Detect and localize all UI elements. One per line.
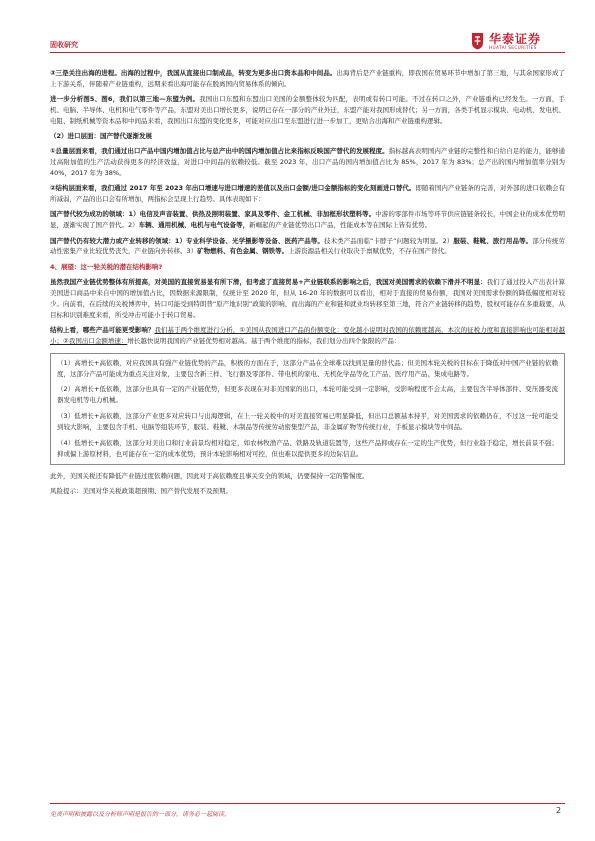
report-category: 固收研究 bbox=[50, 41, 78, 49]
body-text: 我们了通过投入产出表计算美国进口商品中来自中国的增加值占比，因数据来源限制，仅统计至 2020 年，但从 16-20 年的数据可以看出，相对于直接的贸易份额，我国对美国需求份额的降低幅度相对较少。向前看，在后续的关税博弈中，转口可能受到特朗普“原产地识别”政策的影响，而出海的产业和链和就业均转移至第三地，符合产业链转移的趋势，股权可能存在多重载要，从目标和识别难度来看，所受冲击可能小于转口贸易。 bbox=[50, 277, 566, 319]
lead-sentence: 国产替代较为成功的领域：1）电信及声音装置、供热及照明装置、家具及零件、金工机械、非加框形状塑料等。 bbox=[50, 210, 376, 219]
lead-sentence: ②结构层面来看，我们通过 2017 年至 2023 年出口增速与进口增速的差值以及出口金额/进口金额指标的变化刻画进口替代。 bbox=[50, 184, 416, 193]
emphasis-text: 矿物燃料、有色金属、钢铁等。 bbox=[197, 247, 289, 256]
paragraph-outbound bbox=[50, 68, 565, 90]
logo-text-en: HUATAI SECURITIES bbox=[489, 45, 537, 50]
body-text: 技术类产品面临“卡脖子”问题较为明显。2） bbox=[324, 236, 454, 245]
body-text: 部分传统劳动性密集产业比较优势丧失，产业链向外转移。3） bbox=[50, 236, 566, 256]
lead-sentence: ③三是关注出海的进程。出海的过程中，我国从直接出口制成品，转变为更多出口资本品和中间品。 bbox=[50, 69, 337, 77]
paragraph-structure bbox=[50, 183, 565, 205]
body-text: 新崛起的产业链优势出口产品，性能成本等在国际上皆有优势。 bbox=[249, 221, 432, 230]
lead-sentence: 结构上看，哪些产品可能更受影响？ bbox=[50, 325, 155, 334]
body-text: 出海背后是产业链重构，即我国在贸易环节中增加了第三地，与其余国家形成了上下游关系，伴随着产业链重构，远期来看出海可能存在脱离国内贸易体系的倾向。 bbox=[50, 69, 565, 88]
huatai-logo bbox=[470, 30, 565, 54]
emphasis-text: 服装、鞋靴、旅行用品等。 bbox=[453, 236, 533, 245]
lead-sentence: 虽然我国产业链优势整体有所提高，对美国的直接贸易显有所下滑，但考虑了直接贸易+产业链联系的影响之后，我国对美国需求的依赖下滑并不明显： bbox=[50, 277, 487, 286]
paragraph-potential-substitution bbox=[50, 236, 565, 258]
quadrant-item: （4）低增长+高依赖，这部分对美出口和行业前景均相对稳定，如农林牧渔产品、铁路及轨道装置等，这些产品抑或存在一定的生产优势，但行业趋于稳定，增长前景不强；抑或偏上游原材料，也可能存在一定的成本优势，预计本轮影响相对可控，但也难以提供更多的边际信息。 bbox=[57, 439, 558, 458]
lead-sentence: ①总量层面来看，我们通过出口产品中国内增加值占比与总产出中的国内增加值占比来指标反映国产替代的发展程度。 bbox=[50, 147, 389, 156]
quadrant-item: （1）高增长+高依赖，对应我国具有强产业链优势的产品，积极的方面在于，这部分产品在全球难以找到足量的替代品；但美国本轮关税的目标在于降低对中国产业链的依赖度，这部分产品可能成为重点关注对象，主要包含新三样、飞行器及零部件、带电机的家电、无机化学品等化工产品、医疗用产品、集成电路等。 bbox=[57, 358, 558, 378]
quadrant-item: （3）低增长+高依赖，这部分产业更多对应转口与出海逻辑，在上一轮关税中的对美直接贸易已明显降低，但出口总额基本持平，对美国需求的依赖仍在，不过这一轮可能受到较大影响，主要包含手机、电脑等组装环节，服装、鞋靴、木制品等传统劳动密集型产品，非金属矿物等传统行业，手板显示模块等中间品。 bbox=[57, 412, 558, 432]
huatai-logo-icon bbox=[470, 32, 485, 50]
body-text: 我国出口东盟和东盟出口美国的金额整体较为匹配，表明或有转口可能。不过在转口之外，产业链重构已经发生。一方面，手机、电脑、半导体、电机和电气零件等产品，东盟对美出口增长更多，说明已存在一部分的产业外迁，东盟产能对我国形成替代；另一方面，各类手机显示模块、电动机、发电机、电阻、制纸机械等资本品和中间品来看，我国出口东盟的变化更多，可能对应出口至东盟进行进一步加工，更贴合出海和产业链重构逻辑。 bbox=[50, 95, 566, 125]
lead-sentence: 国产替代仍有较大潜力或产业转移的领域：1）专业科学设备、光学摄影等设备、医药产品等。 bbox=[50, 236, 324, 245]
paragraph-aggregate bbox=[50, 146, 565, 179]
section-heading-outlook: 4、展望：这一轮关税的潜在结构影响? bbox=[50, 262, 163, 271]
body-text: 中游的零部件市场等环节供应链链条较长，中国企业的成本优势明显，逐渐实现了国产替代。2） bbox=[50, 210, 565, 230]
paragraph-successful-substitution bbox=[50, 209, 565, 231]
underlined-text: ②我国出口金额增速： bbox=[63, 336, 128, 345]
footer-rule bbox=[50, 803, 565, 804]
paragraph-dependence bbox=[50, 277, 565, 321]
quadrant-box bbox=[50, 353, 565, 465]
underlined-text: 我们基于两个维度进行分析， bbox=[154, 325, 240, 334]
footer-disclaimer: 免责声明和披露以及分析师声明是报告的一部分，请务必一起阅读。 bbox=[50, 811, 231, 818]
paragraph-structural-impact bbox=[50, 325, 565, 347]
body-text: 指标越高表明国内产业链的完整性和自给自足的能力，能够通过高附加值的生产活动获得更多的经济效益，对进口中间品的依赖较低。截至 2023 年，出口产品的国内增加值占比为 85%，2017 年为 83%；总产出的国内增加值率分别为 40%，2017 年为 38%。 bbox=[50, 147, 566, 178]
paragraph-caution: 此外，美国关税还有降低产业链过度依赖问题，因此对于高依赖度且事关安全的领域，仍要保持一定的警惕度。 bbox=[50, 471, 369, 480]
body-text: 增长越快说明我国的产业链优势相对越高。基于两个维度的指标，我们划分出四个象限的产品： bbox=[127, 336, 401, 345]
page-number: 2 bbox=[556, 806, 562, 815]
emphasis-text: 车辆、通用机械、电机与电气设备等， bbox=[138, 221, 250, 230]
lead-sentence: 进一步分析图5、图6，我们以第三地—东盟为例。 bbox=[50, 95, 200, 104]
report-body bbox=[50, 68, 565, 501]
risk-warning: 风险提示：美国对华关税政策超预期、国产替代发展不及预期。 bbox=[50, 487, 232, 496]
quadrant-item: （2）高增长+低依赖，这部分也具有一定的产业链优势，但更多表现在对非美国家的出口，本轮可能受到一定影响，受影响程度不会太高，主要包含半导体部件、变压器变流器发电机等电力机械。 bbox=[57, 385, 558, 405]
header-rule bbox=[50, 52, 565, 53]
paragraph-asean bbox=[50, 94, 565, 127]
logo-text-cn: 华泰证券 bbox=[489, 32, 542, 46]
body-text: 即随着国内产业链条的完善，对外部的进口依赖会有所减弱，产品的出口会有所增加，两指标会呈现上行趋势。具体表现如下： bbox=[50, 184, 565, 204]
body-text: 上游资源品相关行业取决于禀赋优势，不存在国产替代。 bbox=[288, 247, 451, 256]
underlined-text: ①美国从我国进口产品的份额变化：变化越小说明对我国的依赖度越高，本次的征税力度和直接影响也可能相对越小； bbox=[50, 325, 566, 345]
subheading-import: （2）进口层面：国产替代逐渐发展 bbox=[50, 132, 153, 141]
